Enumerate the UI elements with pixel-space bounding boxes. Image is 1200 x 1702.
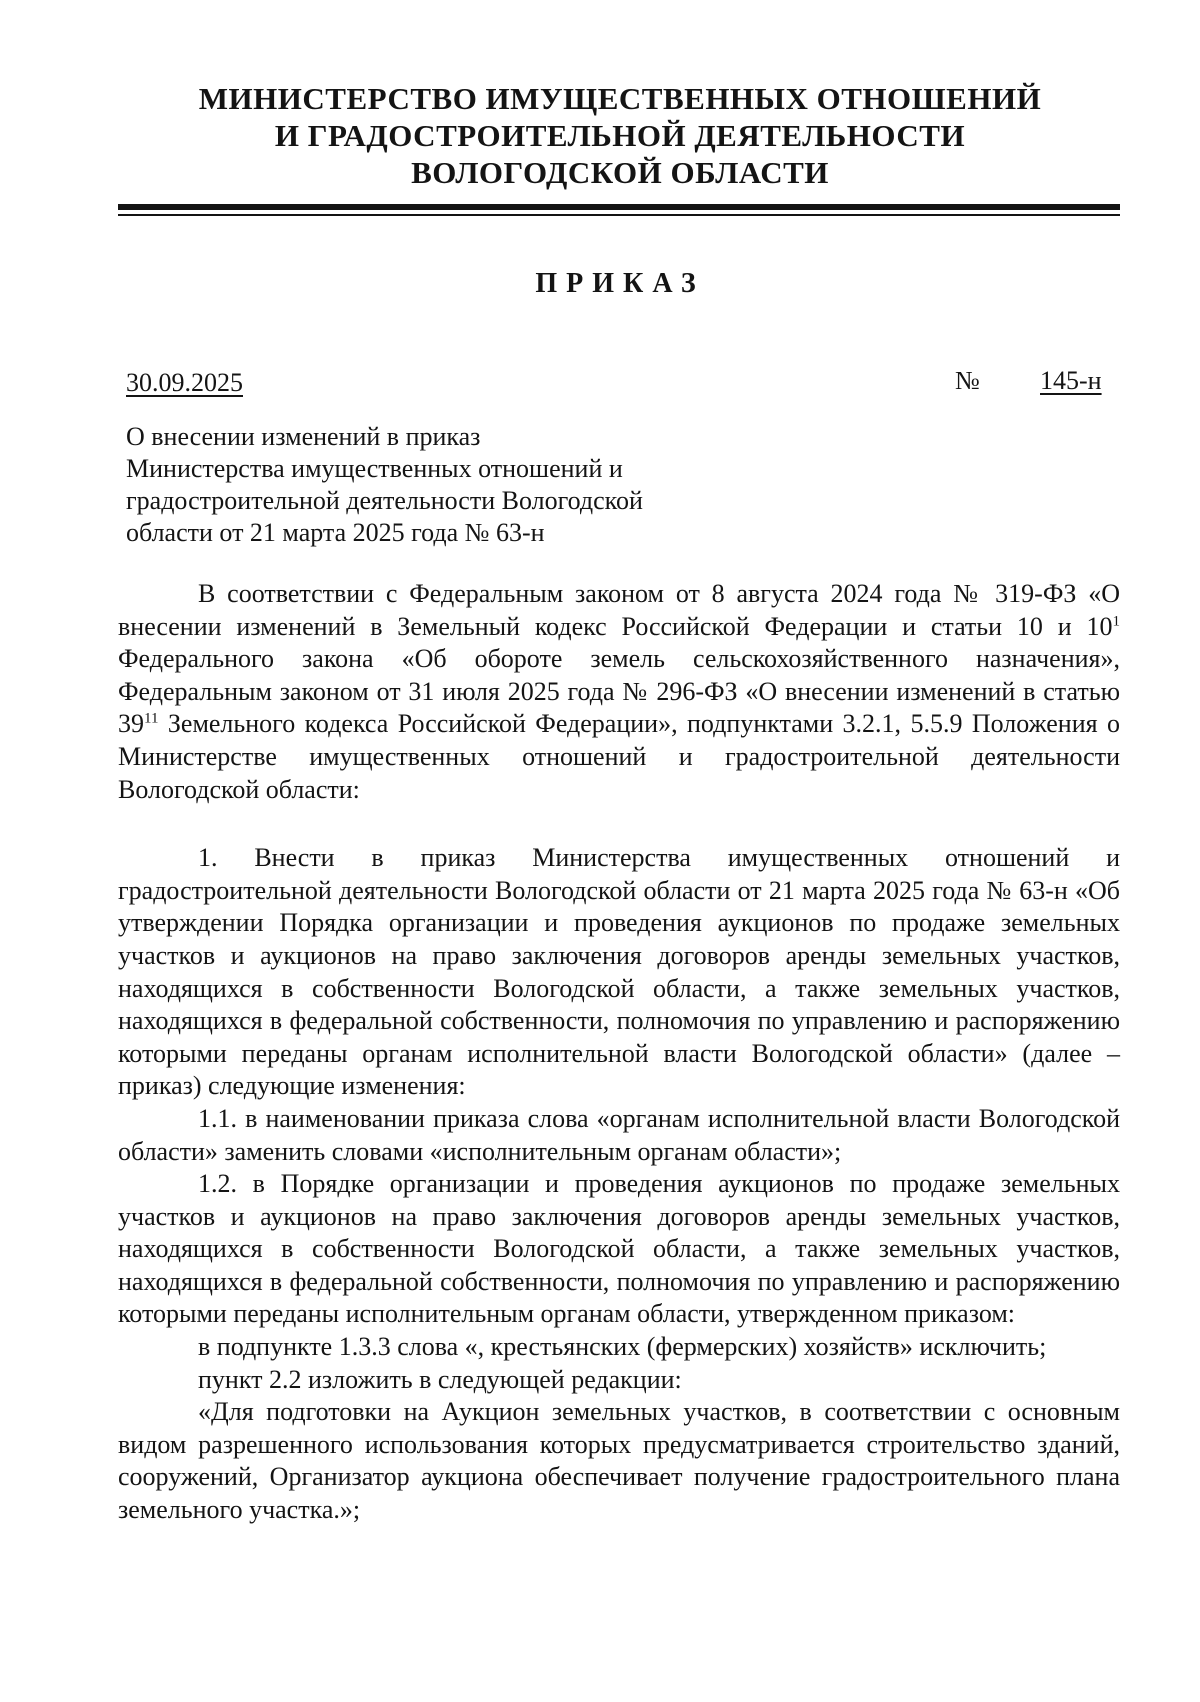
subitem-1-3-3-paragraph: в подпункте 1.3.3 слова «, крестьянских (фермерских) хозяйств» исключить; — [198, 1332, 1047, 1362]
preamble-part-b: Федерального закона «Об обороте земель сельскохозяйственного назначения», Федеральным законом от 31 июля 2025 года № 296-ФЗ «О внесении изменений в статью 39 — [118, 644, 1120, 739]
preamble-superscript-1: 1 — [1112, 612, 1120, 629]
document-number: 145-н — [1040, 366, 1102, 395]
ministry-header — [120, 80, 1120, 191]
subject-line-4: области от 21 марта 2025 года № 63-н — [126, 518, 545, 547]
preamble-part-a: В соответствии с Федеральным законом от 8 августа 2024 года № 319-ФЗ «О внесении изменений в Земельный кодекс Российской Федерации и статьи 10 и 10 — [118, 579, 1120, 641]
document-body — [118, 578, 1120, 1527]
preamble-part-c: Земельного кодекса Российской Федерации», подпунктами 3.2.1, 5.5.9 Положения о Министерстве имущественных отношений и градостроительной деятельности Вологодской области: — [118, 709, 1120, 804]
item-1-1-paragraph: 1.1. в наименовании приказа слова «органам исполнительной власти Вологодской области» заменить словами «исполнительным органам области»; — [118, 1103, 1120, 1166]
preamble-superscript-2: 11 — [144, 710, 159, 727]
document-date: 30.09.2025 — [126, 368, 243, 397]
document-type: ПРИКАЗ — [535, 268, 705, 299]
ministry-line-2: И ГРАДОСТРОИТЕЛЬНОЙ ДЕЯТЕЛЬНОСТИ — [274, 118, 966, 153]
header-rule-thin — [118, 214, 1120, 216]
header-rule-thick — [118, 204, 1120, 210]
subject-line-3: градостроительной деятельности Вологодской — [126, 486, 643, 515]
point-2-2-intro: пункт 2.2 изложить в следующей редакции: — [198, 1364, 682, 1394]
subject-line-2: Министерства имущественных отношений и — [126, 454, 623, 483]
document-number-label: № — [955, 366, 980, 395]
document-subject — [126, 421, 726, 549]
subject-line-1: О внесении изменений в приказ — [126, 422, 481, 451]
item-1-paragraph: 1. Внести в приказ Министерства имущественных отношений и градостроительной деятельности Вологодской области от 21 марта 2025 года № 63-н «Об утверждении Порядка организации и проведения аукционов по продаже земельных участков и аукционов на право заключения договоров аренды земельных участков, находящихся в собственности Вологодской области, а также земельных участков, находящихся в федеральной собственности, полномочия по управлению и распоряжению которыми переданы органам исполнительной власти Вологодской области» (далее – приказ) следующие изменения: — [118, 843, 1120, 1101]
preamble-paragraph — [118, 578, 1120, 806]
item-1-2-paragraph: 1.2. в Порядке организации и проведения аукционов по продаже земельных участков и аукционов на право заключения договоров аренды земельных участков, находящихся в собственности Вологодской области, а также земельных участков, находящихся в федеральной собственности, полномочия по управлению и распоряжению которыми переданы исполнительным органам области, утвержденном приказом: — [118, 1169, 1120, 1329]
ministry-line-3: ВОЛОГОДСКОЙ ОБЛАСТИ — [411, 155, 829, 190]
ministry-line-1: МИНИСТЕРСТВО ИМУЩЕСТВЕННЫХ ОТНОШЕНИЙ — [198, 81, 1042, 116]
point-2-2-text: «Для подготовки на Аукцион земельных участков, в соответствии с основным видом разрешенного использования которых предусматривается строительство зданий, сооружений, Организатор аукциона обеспечивает получение градостроительного плана земельного участка.»; — [118, 1397, 1120, 1525]
